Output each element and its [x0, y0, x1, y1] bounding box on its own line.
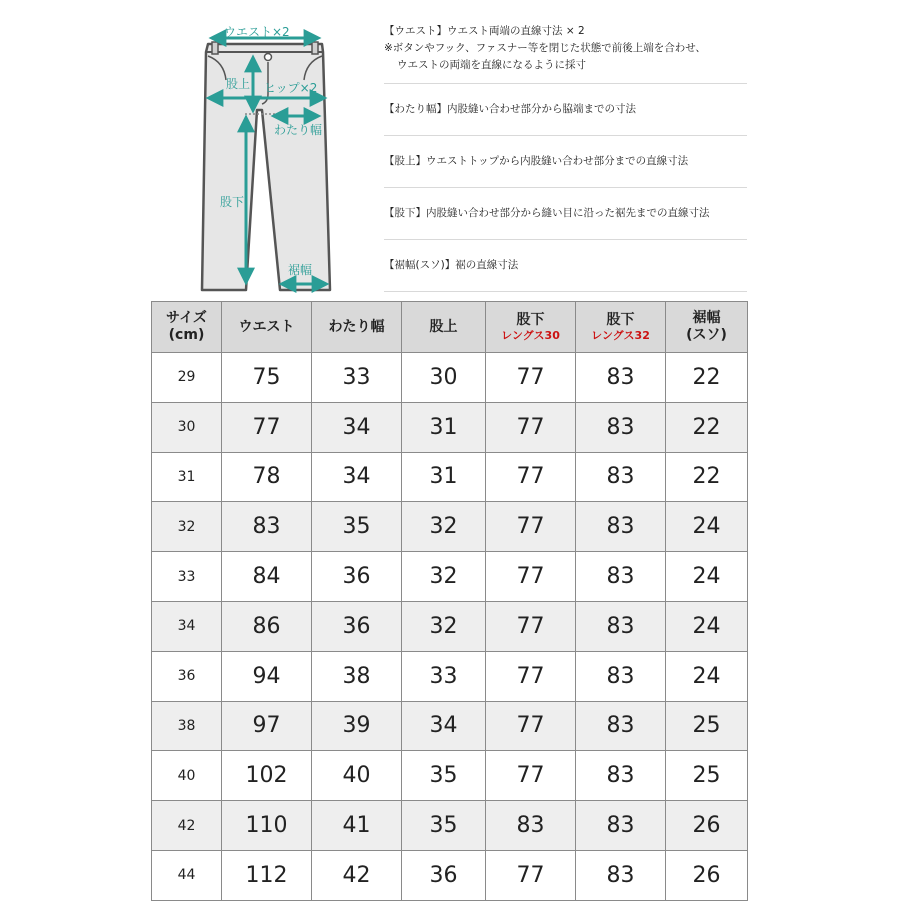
inseam-32-cell: 83: [576, 452, 666, 502]
hem-cell: 25: [666, 751, 748, 801]
desc-waist-title: 【ウエスト】ウエスト両端の直線寸法 × 2: [384, 25, 585, 37]
header-sub-label: レングス32: [591, 329, 650, 342]
desc-inseam: [384, 188, 747, 240]
inseam-32-cell: 83: [576, 801, 666, 851]
desc-rise: [384, 136, 747, 188]
hem-cell: 24: [666, 552, 748, 602]
hem-cell: 26: [666, 801, 748, 851]
inseam-30-cell: 77: [486, 651, 576, 701]
rise-cell: 31: [402, 402, 486, 452]
hem-cell: 24: [666, 601, 748, 651]
desc-waist-note-cont: ウエストの両端を直線になるように採寸: [397, 59, 586, 71]
thigh-cell: 41: [312, 801, 402, 851]
size-cell: 30: [152, 402, 222, 452]
table-body: [152, 353, 748, 901]
table-row: [152, 552, 748, 602]
table-row: [152, 701, 748, 751]
desc-thigh: [384, 84, 747, 136]
thigh-cell: 36: [312, 552, 402, 602]
rise-cell: 32: [402, 552, 486, 602]
thigh-cell: 33: [312, 353, 402, 403]
hem-cell: 22: [666, 353, 748, 403]
rise-cell: 32: [402, 601, 486, 651]
header-label-line2: (スソ): [686, 327, 727, 343]
header-waist: [222, 302, 312, 353]
header-label: わたり幅: [328, 318, 385, 335]
rise-cell: 32: [402, 502, 486, 552]
waist-cell: 102: [222, 751, 312, 801]
table-row: [152, 751, 748, 801]
inseam-30-cell: 77: [486, 601, 576, 651]
rise-cell: 35: [402, 751, 486, 801]
inseam-32-cell: 83: [576, 353, 666, 403]
table-header-row: [152, 302, 748, 353]
header-thigh: [312, 302, 402, 353]
thigh-cell: 38: [312, 651, 402, 701]
measurement-descriptions: [384, 14, 747, 292]
header-rise: [402, 302, 486, 353]
inseam-32-cell: 83: [576, 701, 666, 751]
inseam-30-cell: 77: [486, 850, 576, 900]
rise-cell: 36: [402, 850, 486, 900]
hip-label: ヒップ×2: [264, 81, 318, 95]
table-row: [152, 452, 748, 502]
size-chart-table: [151, 301, 748, 901]
hem-label: 裾幅: [288, 263, 313, 277]
table-row: [152, 601, 748, 651]
desc-inseam-text: 【股下】内股縫い合わせ部分から縫い目に沿った裾先までの直線寸法: [384, 207, 710, 219]
inseam-30-cell: 77: [486, 402, 576, 452]
header-label: 股上: [429, 318, 458, 335]
waist-cell: 86: [222, 601, 312, 651]
inseam-30-cell: 77: [486, 751, 576, 801]
hem-cell: 22: [666, 452, 748, 502]
inseam-30-cell: 77: [486, 353, 576, 403]
header-label: 股下: [516, 312, 545, 328]
header-sub-label: レングス30: [501, 329, 560, 342]
header-label: 裾幅: [692, 310, 721, 326]
thigh-cell: 42: [312, 850, 402, 900]
inseam-30-cell: 77: [486, 701, 576, 751]
header-size: [152, 302, 222, 353]
desc-waist: [384, 14, 747, 84]
header-label: サイズ: [166, 310, 207, 326]
pants-diagram: [190, 14, 340, 294]
inseam-30-cell: 77: [486, 552, 576, 602]
inseam-30-cell: 83: [486, 801, 576, 851]
thigh-cell: 34: [312, 452, 402, 502]
size-cell: 36: [152, 651, 222, 701]
waist-cell: 84: [222, 552, 312, 602]
hem-cell: 22: [666, 402, 748, 452]
waist-label: ウエスト×2: [224, 25, 290, 39]
inseam-30-cell: 77: [486, 452, 576, 502]
thigh-cell: 36: [312, 601, 402, 651]
header-inseam-32: [576, 302, 666, 353]
table-row: [152, 850, 748, 900]
inseam-label: 股下: [220, 195, 245, 209]
header-label: 股下: [606, 312, 635, 328]
hem-cell: 24: [666, 502, 748, 552]
size-cell: 44: [152, 850, 222, 900]
size-cell: 42: [152, 801, 222, 851]
size-cell: 33: [152, 552, 222, 602]
header-label-line2: (cm): [168, 327, 205, 343]
size-cell: 34: [152, 601, 222, 651]
thigh-cell: 39: [312, 701, 402, 751]
waist-cell: 78: [222, 452, 312, 502]
waist-cell: 112: [222, 850, 312, 900]
table-row: [152, 353, 748, 403]
inseam-32-cell: 83: [576, 552, 666, 602]
rise-cell: 30: [402, 353, 486, 403]
inseam-30-cell: 77: [486, 502, 576, 552]
rise-cell: 35: [402, 801, 486, 851]
button-icon: [265, 54, 272, 61]
size-cell: 38: [152, 701, 222, 751]
rise-cell: 34: [402, 701, 486, 751]
inseam-32-cell: 83: [576, 751, 666, 801]
waist-cell: 83: [222, 502, 312, 552]
inseam-32-cell: 83: [576, 601, 666, 651]
waist-cell: 94: [222, 651, 312, 701]
waist-cell: 77: [222, 402, 312, 452]
size-cell: 32: [152, 502, 222, 552]
rise-label: 股上: [226, 77, 251, 91]
size-cell: 29: [152, 353, 222, 403]
desc-thigh-text: 【わたり幅】内股縫い合わせ部分から脇端までの寸法: [384, 103, 636, 115]
header-label: ウエスト: [238, 318, 295, 335]
desc-waist-note: ※ボタンやフック、ファスナー等を閉じた状態で前後上端を合わせ、: [384, 42, 706, 54]
thigh-cell: 35: [312, 502, 402, 552]
waist-cell: 75: [222, 353, 312, 403]
rise-cell: 33: [402, 651, 486, 701]
desc-hem-text: 【裾幅(スソ)】裾の直線寸法: [384, 259, 519, 271]
waist-cell: 97: [222, 701, 312, 751]
hem-cell: 25: [666, 701, 748, 751]
table-row: [152, 801, 748, 851]
thigh-label: わたり幅: [274, 123, 323, 137]
inseam-32-cell: 83: [576, 502, 666, 552]
hem-cell: 26: [666, 850, 748, 900]
table-row: [152, 402, 748, 452]
pants-illustration: [190, 14, 340, 294]
rise-cell: 31: [402, 452, 486, 502]
thigh-cell: 40: [312, 751, 402, 801]
header-hem: [666, 302, 748, 353]
inseam-32-cell: 83: [576, 651, 666, 701]
table-row: [152, 651, 748, 701]
size-cell: 31: [152, 452, 222, 502]
size-cell: 40: [152, 751, 222, 801]
hem-cell: 24: [666, 651, 748, 701]
table-row: [152, 502, 748, 552]
inseam-32-cell: 83: [576, 402, 666, 452]
header-inseam-30: [486, 302, 576, 353]
inseam-32-cell: 83: [576, 850, 666, 900]
desc-rise-text: 【股上】ウエストトップから内股縫い合わせ部分までの直線寸法: [384, 155, 689, 167]
waist-cell: 110: [222, 801, 312, 851]
desc-hem: [384, 240, 747, 292]
thigh-cell: 34: [312, 402, 402, 452]
